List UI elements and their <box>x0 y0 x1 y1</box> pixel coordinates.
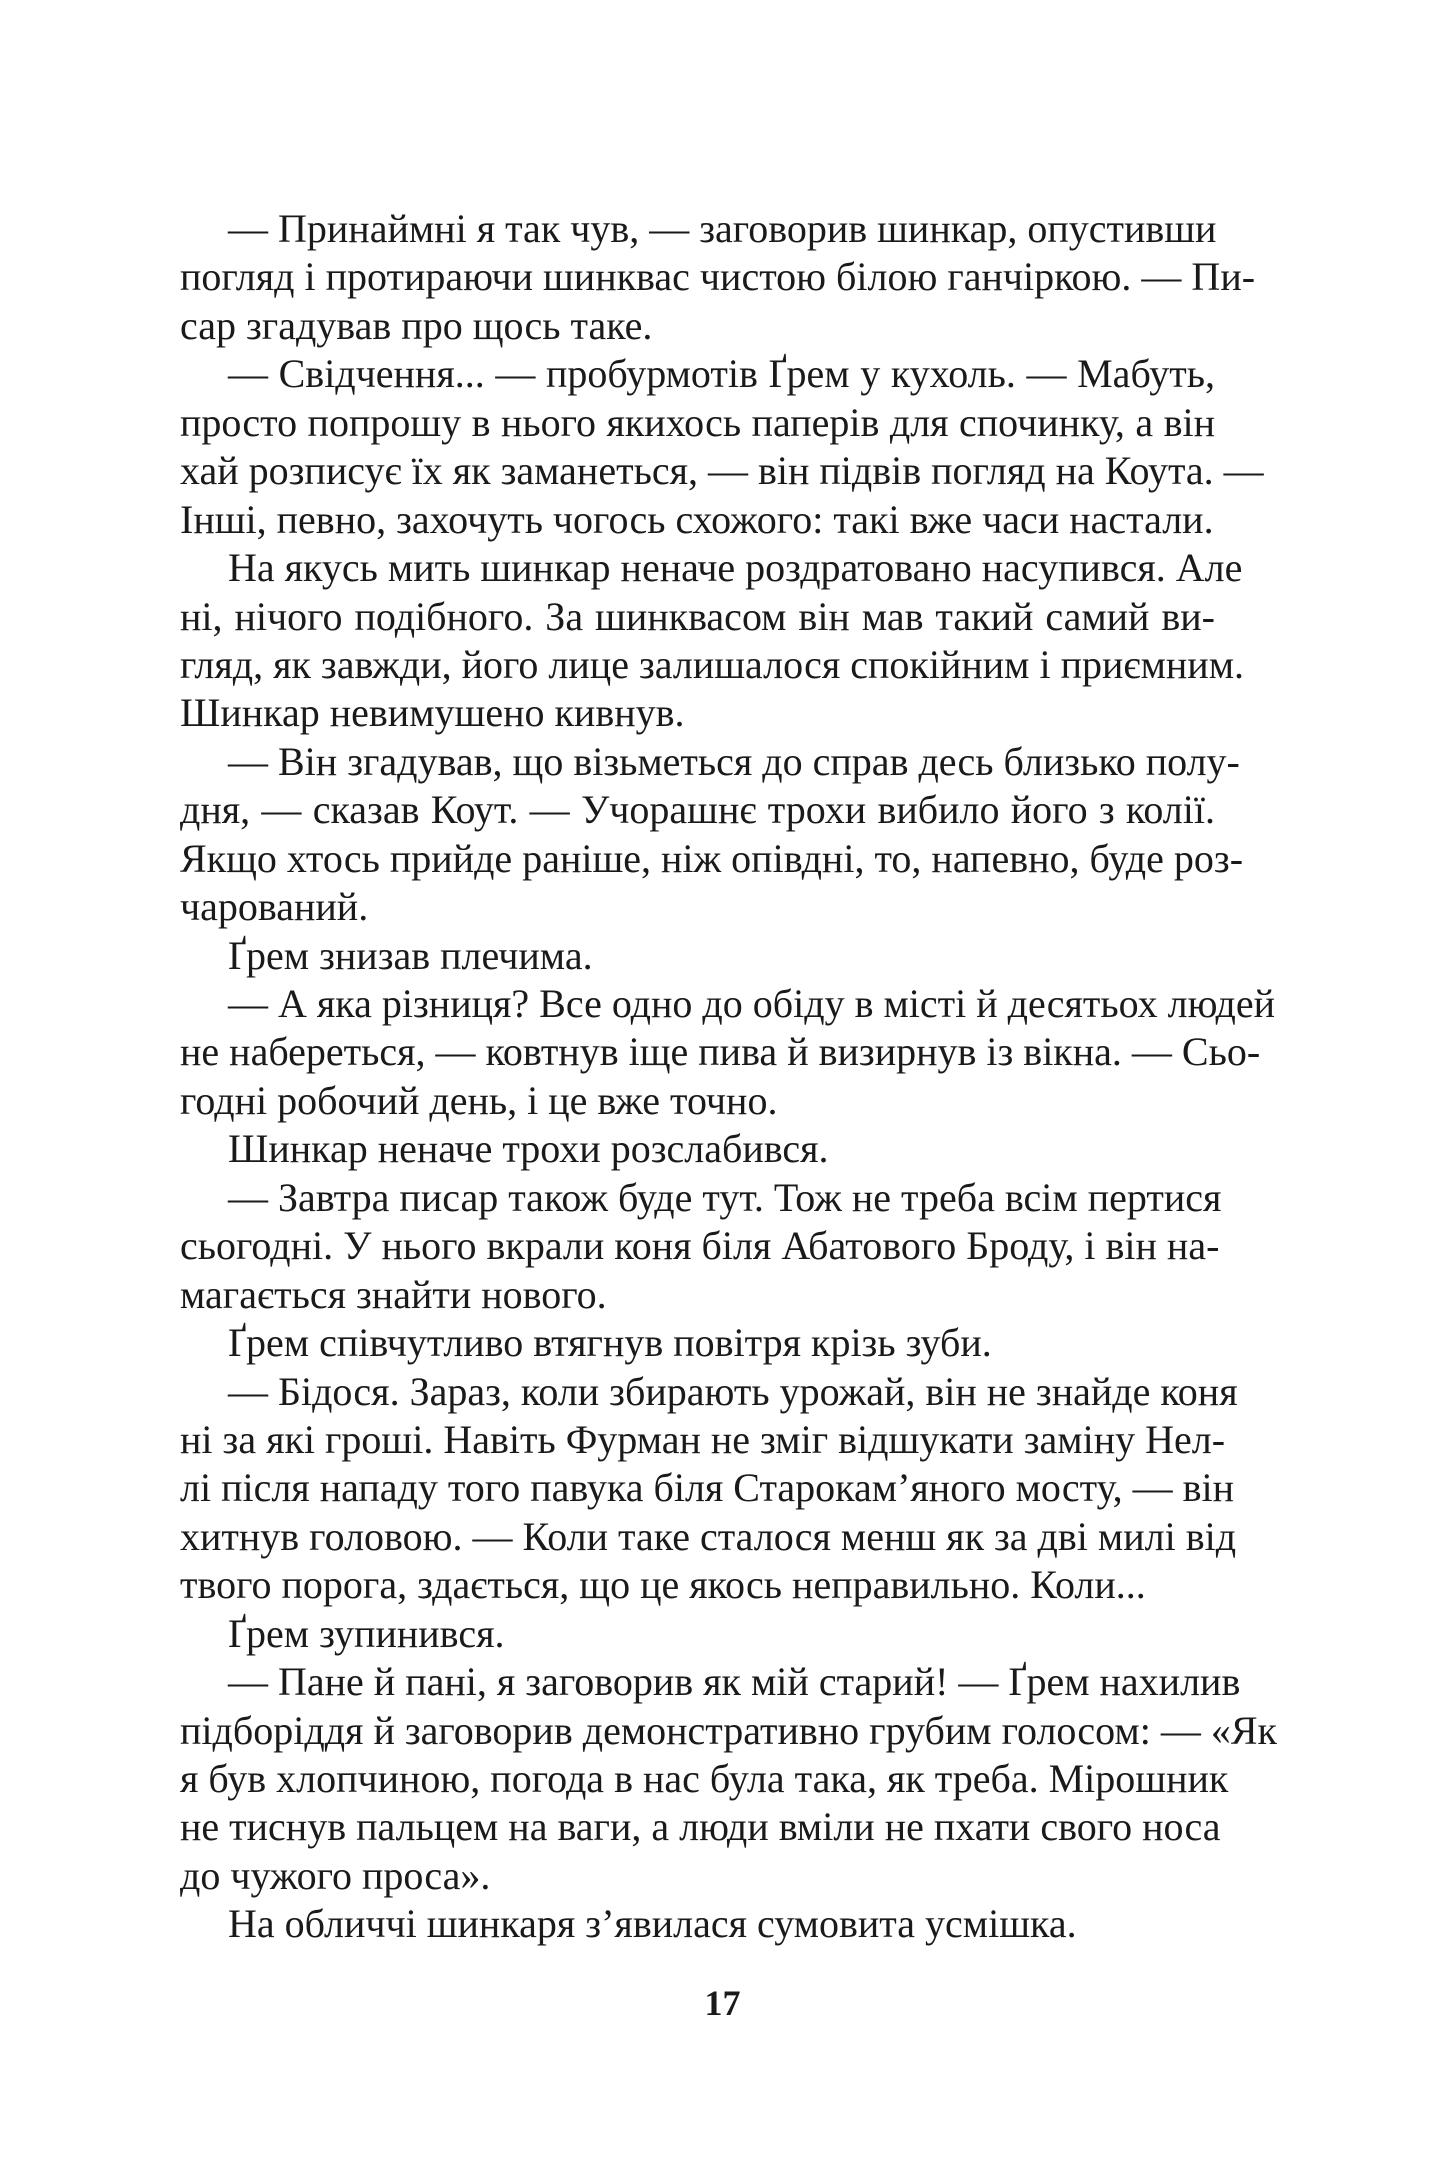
text-line-5: просто попрошу в нього якихось паперів для спочинку, а він <box>180 399 1215 445</box>
text-line-10: гляд, як завжди, його лице залишалося спокійним і приємним. <box>180 641 1245 687</box>
text-line-28: хитнув головою. — Коли таке сталося менш як за дві милі від <box>180 1513 1237 1559</box>
text-line-14: Якщо хтось прийде раніше, ніж опівдні, то, напевно, буде роз- <box>180 835 1244 881</box>
text-line-21: — Завтра писар також буде тут. Тож не треба всім пертися <box>228 1174 1222 1220</box>
text-line-20: Шинкар неначе трохи розслабився. <box>228 1126 829 1172</box>
text-line-27: лі після нападу того павука біля Старокам’яного мосту, — він <box>180 1465 1235 1511</box>
text-line-31: — Пане й пані, я заговорив як мій старий! — Ґрем нахилив <box>228 1659 1241 1705</box>
text-line-36: На обличчі шинкаря з’явилася сумовита усмішка. <box>228 1901 1077 1947</box>
text-line-11: Шинкар невимушено кивнув. <box>180 690 685 736</box>
text-line-22: сьогодні. У нього вкрали коня біля Абатового Броду, і він на- <box>180 1223 1220 1269</box>
text-line-13: дня, — сказав Коут. — Учорашнє трохи вибило його з колії. <box>180 787 1215 833</box>
page-number: 17 <box>704 1983 741 2023</box>
text-line-26: ні за які гроші. Навіть Фурман не зміг відшукати заміну Нел- <box>180 1416 1226 1462</box>
text-line-3: сар згадував про щось таке. <box>180 302 653 348</box>
text-line-23: магається знайти нового. <box>180 1271 607 1317</box>
text-line-8: На якусь мить шинкар неначе роздратовано насупився. Але <box>228 545 1243 591</box>
text-line-12: — Він згадував, що візьметься до справ десь близько полу- <box>228 738 1240 784</box>
text-line-9: ні, нічого подібного. За шинквасом він мав такий самий ви- <box>180 593 1215 639</box>
text-line-33: я був хлопчиною, погода в нас була така, як треба. Мірошник <box>180 1756 1229 1801</box>
text-line-2: погляд і протираючи шинквас чистою білою ганчіркою. — Пи- <box>180 254 1256 300</box>
text-line-30: Ґрем зупинився. <box>228 1610 505 1656</box>
text-line-34: не тиснув пальцем на ваги, а люди вміли не пхати свого носа <box>180 1804 1221 1850</box>
text-line-24: Ґрем співчутливо втягнув повітря крізь зуби. <box>228 1320 992 1366</box>
text-line-1: — Принаймні я так чув, — заговорив шинкар, опустивши <box>228 206 1217 251</box>
text-line-19: годні робочий день, і це вже точно. <box>180 1077 778 1123</box>
text-line-7: Інші, певно, захочуть чогось схожого: такі вже часи настали. <box>180 496 1214 542</box>
body-text <box>180 205 1277 1949</box>
text-line-35: до чужого проса». <box>180 1852 491 1898</box>
text-line-29: твого порога, здається, що це якось неправильно. Коли... <box>180 1562 1146 1608</box>
text-line-32: підборіддя й заговорив демонстративно грубим голосом: — «Як <box>180 1707 1277 1753</box>
text-line-16: Ґрем знизав плечима. <box>228 932 593 978</box>
text-line-15: чарований. <box>180 884 369 930</box>
text-line-18: не набереться, — ковтнув іще пива й визирнув із вікна. — Сьо- <box>180 1029 1261 1075</box>
text-line-6: хай розписує їх як заманеться, — він підвів погляд на Коута. — <box>180 448 1264 494</box>
text-line-17: — А яка різниця? Все одно до обіду в місті й десятьох людей <box>228 981 1275 1026</box>
text-line-25: — Бідося. Зараз, коли збирають урожай, він не знайде коня <box>228 1368 1238 1414</box>
text-line-4: — Свідчення... — пробурмотів Ґрем у кухоль. — Мабуть, <box>228 351 1215 397</box>
